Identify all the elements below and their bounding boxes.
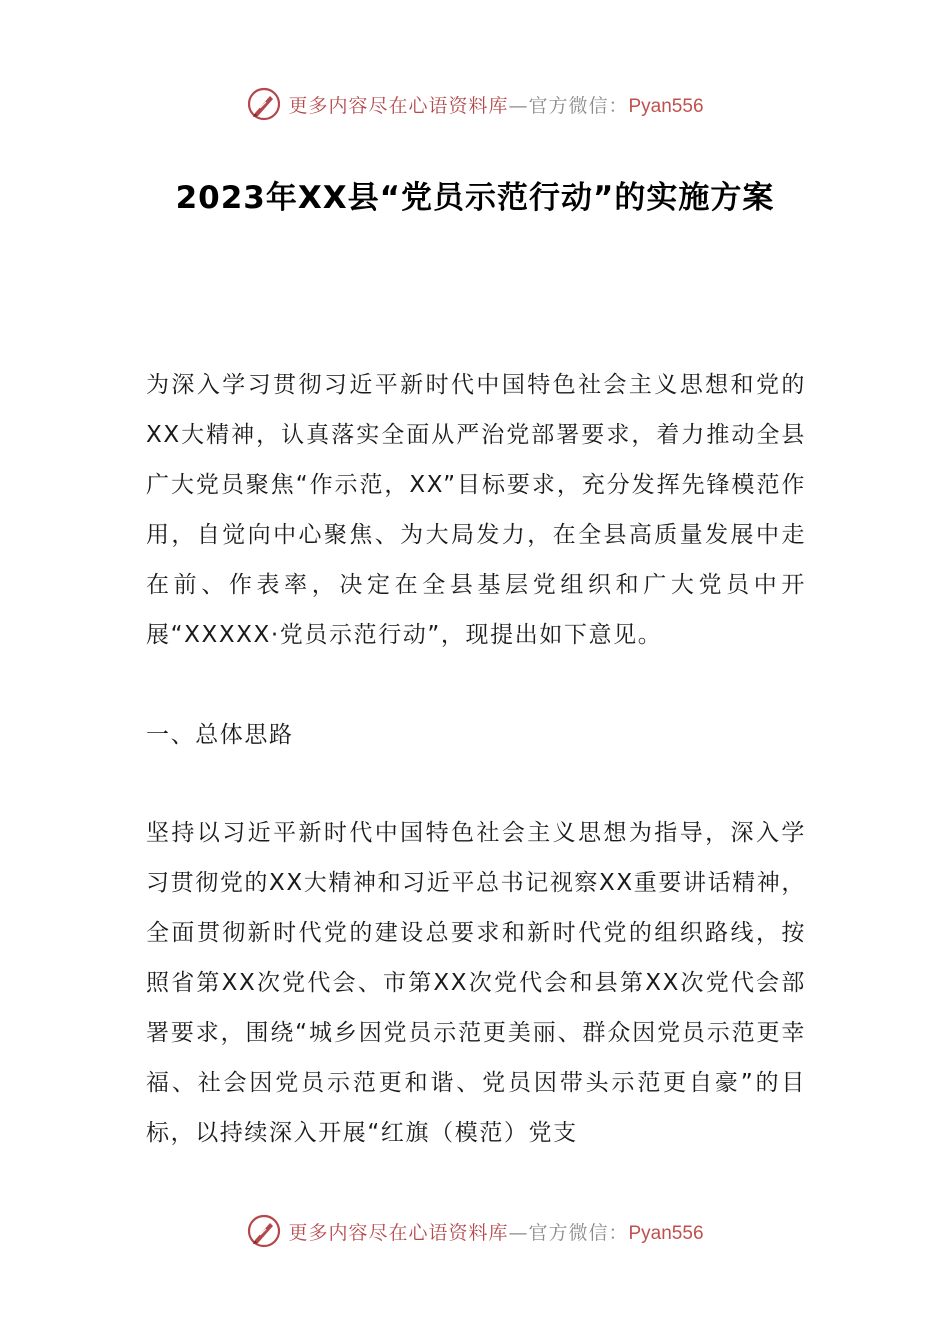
watermark-text [288, 91, 703, 118]
section-paragraph: 坚持以习近平新时代中国特色社会主义思想为指导，深入学习贯彻党的XX大精神和习近平总书记视察XX重要讲话精神，全面贯彻新时代党的建设总要求和新时代党的组织路线，按照省第XX次党代会、市第XX次党代会和县第XX次党代会部署要求，围绕“城乡因党员示范更美丽、群众因党员示范更幸福、社会因党员示范更和谐、党员因带头示范更自豪”的目标，以持续深入开展“红旗（模范）党支 [146, 820, 806, 1146]
header-watermark [0, 84, 950, 124]
watermark-text [288, 1218, 703, 1245]
watermark-wechat-id: Pyan556 [628, 1222, 704, 1244]
section-heading: 一、总体思路 [146, 722, 294, 748]
footer-watermark [0, 1211, 950, 1251]
watermark-wechat-id: Pyan556 [628, 95, 704, 117]
watermark-wechat-label: 官方微信： [528, 94, 629, 117]
document-title: 2023年XX县“党员示范行动”的实施方案 [175, 180, 775, 216]
pen-logo-icon [246, 1213, 282, 1249]
watermark-separator: — [508, 94, 529, 117]
watermark-site-text: 更多内容尽在心语资料库 [288, 94, 509, 117]
watermark-wechat-label: 官方微信： [528, 1221, 629, 1244]
intro-paragraph: 为深入学习贯彻习近平新时代中国特色社会主义思想和党的XX大精神，认真落实全面从严治党部署要求，着力推动全县广大党员聚焦“作示范，XX”目标要求，充分发挥先锋模范作用，自觉向中心聚焦、为大局发力，在全县高质量发展中走在前、作表率，决定在全县基层党组织和广大党员中开展“XXXXX·党员示范行动”，现提出如下意见。 [146, 372, 806, 648]
watermark-separator: — [508, 1221, 529, 1244]
watermark-site-text: 更多内容尽在心语资料库 [288, 1221, 509, 1244]
pen-logo-icon [246, 86, 282, 122]
